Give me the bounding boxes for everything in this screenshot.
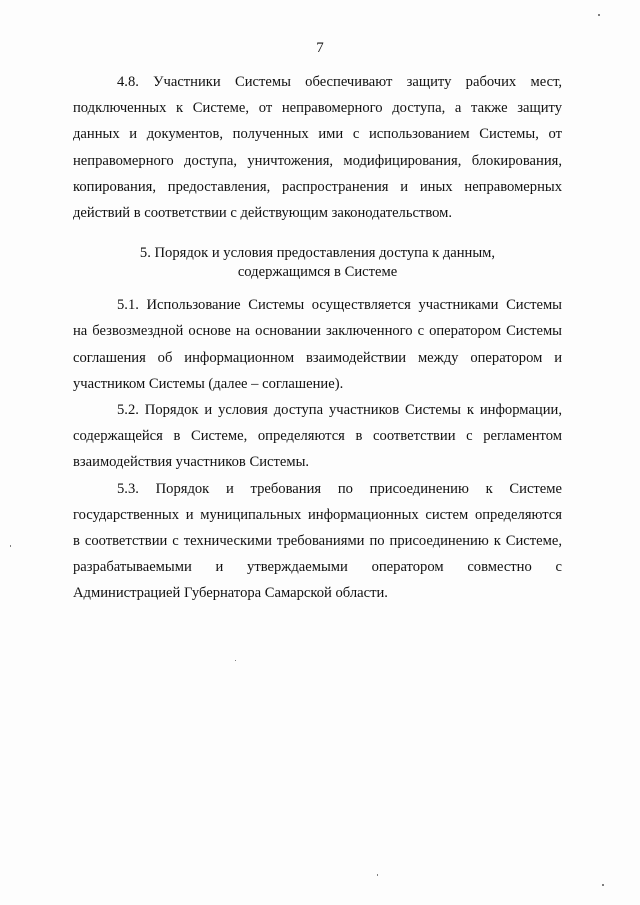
paragraph-line: 4.8. Участники Системы обеспечивают защиту рабочих мест, — [117, 74, 562, 90]
paragraph-line: Администрацией Губернатора Самарской области. — [73, 585, 388, 602]
paragraph-line: 5.3. Порядок и требования по присоединению к Системе — [117, 480, 562, 497]
paragraph-5-1 — [73, 292, 562, 397]
document-body — [73, 69, 562, 607]
paragraph-line: соглашения об информационном взаимодействии между оператором и — [73, 349, 562, 366]
paragraph-line: подключенных к Системе, от неправомерного доступа, а также защиту — [73, 100, 562, 117]
paragraph-5-2 — [73, 397, 562, 476]
scan-speck — [10, 545, 11, 547]
paragraph-5-3 — [73, 476, 562, 607]
section-heading-line: содержащимся в Системе — [237, 264, 398, 281]
paragraph-line: взаимодействия участников Системы. — [73, 454, 310, 471]
paragraph-line: данных и документов, полученных ими с использованием Системы, от — [73, 126, 562, 143]
paragraph-line: 5.2. Порядок и условия доступа участников Системы к информации, — [117, 402, 562, 419]
scan-speck — [377, 874, 378, 876]
paragraph-line: государственных и муниципальных информационных систем определяются — [73, 506, 562, 523]
paragraph-line: действий в соответствии с действующим законодательством. — [73, 205, 453, 222]
scan-speck — [598, 14, 600, 16]
section-heading-line: 5. Порядок и условия предоставления доступа к данным, — [139, 245, 496, 262]
paragraph-4-8 — [73, 69, 562, 226]
paragraph-line: на безвозмездной основе на основании заключенного с оператором Системы — [73, 323, 562, 340]
section-5-heading — [73, 244, 562, 282]
paragraph-line: в соответствии с техническими требованиями по присоединению к Системе, — [73, 533, 562, 550]
paragraph-line: неправомерного доступа, уничтожения, модифицирования, блокирования, — [73, 152, 562, 169]
paragraph-line: 5.1. Использование Системы осуществляется участниками Системы — [117, 297, 562, 314]
paragraph-line: участником Системы (далее – соглашение). — [73, 375, 344, 392]
paragraph-line: содержащейся в Системе, определяются в соответствии с регламентом — [73, 428, 562, 445]
paragraph-line: разрабатываемыми и утверждаемыми оператором совместно с — [73, 559, 562, 576]
scan-speck — [235, 660, 236, 661]
scan-speck — [602, 884, 604, 886]
paragraph-line: копирования, предоставления, распространения и иных неправомерных — [73, 178, 562, 195]
page-number: 7 — [316, 40, 324, 56]
